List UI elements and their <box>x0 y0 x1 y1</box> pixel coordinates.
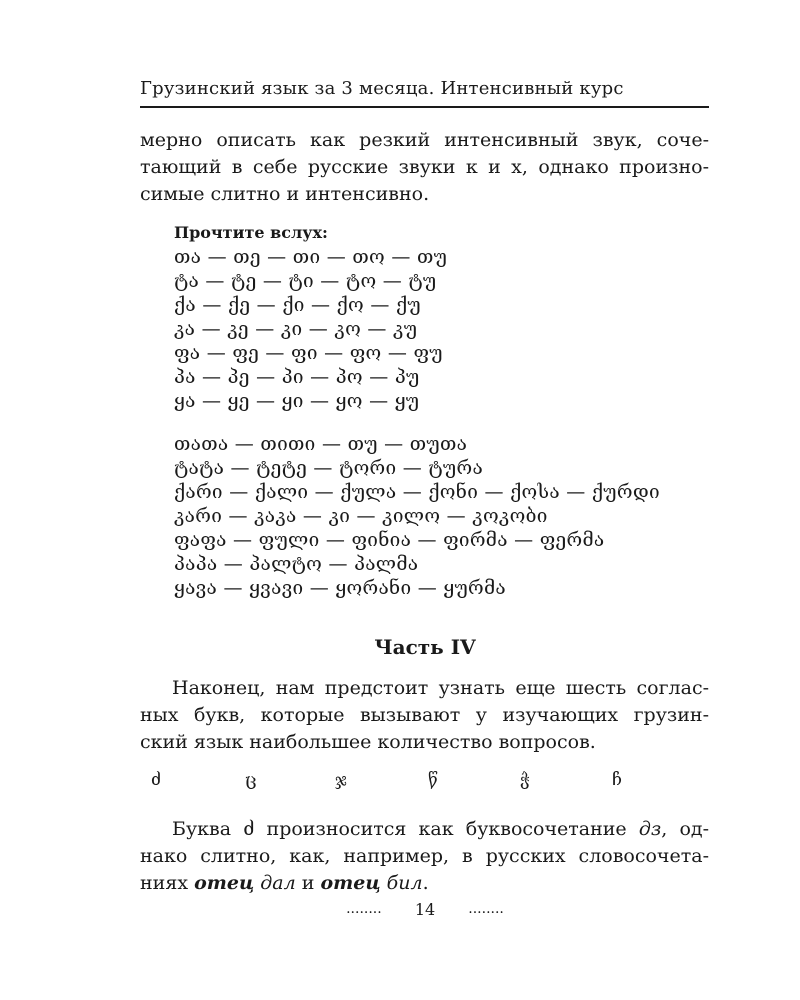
paragraph-intro <box>140 675 709 756</box>
drill-row: კარი — კაკა — კი — კილო — კოკობი <box>174 505 548 527</box>
georgian-letter: ჯ <box>335 770 347 790</box>
letter-row <box>0 770 800 800</box>
text-line: тающий в себе русские звуки к и х, однако произно- <box>140 156 709 178</box>
drill-row: ფაფა — ფული — ფინია — ფირმა — ფერმა <box>174 529 605 551</box>
paragraph-letter-dz <box>140 816 709 897</box>
text-line: мерно описать как резкий интенсивный звук, соче- <box>140 129 709 151</box>
drill-row: ტატა — ტეტე — ტორი — ტურა <box>174 457 484 479</box>
text-run: . <box>422 872 429 894</box>
word-drill <box>174 432 694 600</box>
italic-term: дал <box>254 872 296 894</box>
drill-row: პაპა — პალტო — პალმა <box>174 553 419 575</box>
drill-row: ტა — ტე — ტი — ტო — ტუ <box>174 270 437 292</box>
drill-row: ქა — ქე — ქი — ქო — ქუ <box>174 294 421 316</box>
drill-row: პა — პე — პი — პო — პუ <box>174 366 420 388</box>
section-heading: Часть IV <box>374 635 476 659</box>
georgian-letter: ჩ <box>612 770 622 790</box>
drill-row: ქარი — ქალი — ქულა — ქონი — ქოსა — ქურდი <box>174 481 660 503</box>
text-line: ных букв, которые вызывают у изучающих грузин- <box>140 704 709 726</box>
text-line: ский язык наибольшее количество вопросов. <box>140 731 596 753</box>
drill-row: კა — კე — კი — კო — კუ <box>174 318 418 340</box>
italic-term: бил <box>380 872 423 894</box>
georgian-letter: წ <box>428 770 438 790</box>
italic-term: дз <box>638 818 662 840</box>
text-run: и <box>295 872 321 894</box>
header-rule <box>140 106 709 108</box>
text-run: ниях <box>140 872 195 894</box>
footer-dots-right: ........ <box>468 901 504 917</box>
text-line: Наконец, нам предстоит узнать еще шесть соглас- <box>172 677 709 699</box>
georgian-letter: ჭ <box>520 770 530 790</box>
drill-row: ყავა — ყვავი — ყორანი — ყურმა <box>174 577 506 599</box>
text-line <box>140 816 709 843</box>
text-run: произносится как буквосочетание <box>254 818 639 840</box>
drill-row: ფა — ფე — ფი — ფო — ფუ <box>174 342 443 364</box>
text-run: Буква <box>172 818 244 840</box>
text-line: нако слитно, как, например, в русских словосочета- <box>140 845 709 867</box>
syllable-drill <box>174 245 694 413</box>
bold-italic-term: отец <box>320 872 381 894</box>
footer-dots-left: ........ <box>346 901 382 917</box>
text-line: симые слитно и интенсивно. <box>140 183 430 205</box>
text-run: , од- <box>661 818 710 840</box>
drill-row: ყა — ყე — ყი — ყო — ყუ <box>174 390 420 412</box>
georgian-letter: ძ <box>151 770 161 790</box>
running-header: Грузинский язык за 3 месяца. Интенсивный курс <box>140 78 624 99</box>
georgian-letter: ც <box>245 770 257 790</box>
page-number: 14 <box>414 900 436 919</box>
drill-row: თათა — თითი — თუ — თუთა <box>174 433 468 455</box>
drill-row: თა — თე — თი — თო — თუ <box>174 246 448 268</box>
georgian-letter-inline: ძ <box>243 818 255 840</box>
paragraph-continued <box>140 127 709 208</box>
page-footer <box>0 900 800 919</box>
bold-italic-term: отец <box>194 872 255 894</box>
text-line <box>140 870 709 897</box>
drill-title: Прочтите вслух: <box>174 223 328 242</box>
